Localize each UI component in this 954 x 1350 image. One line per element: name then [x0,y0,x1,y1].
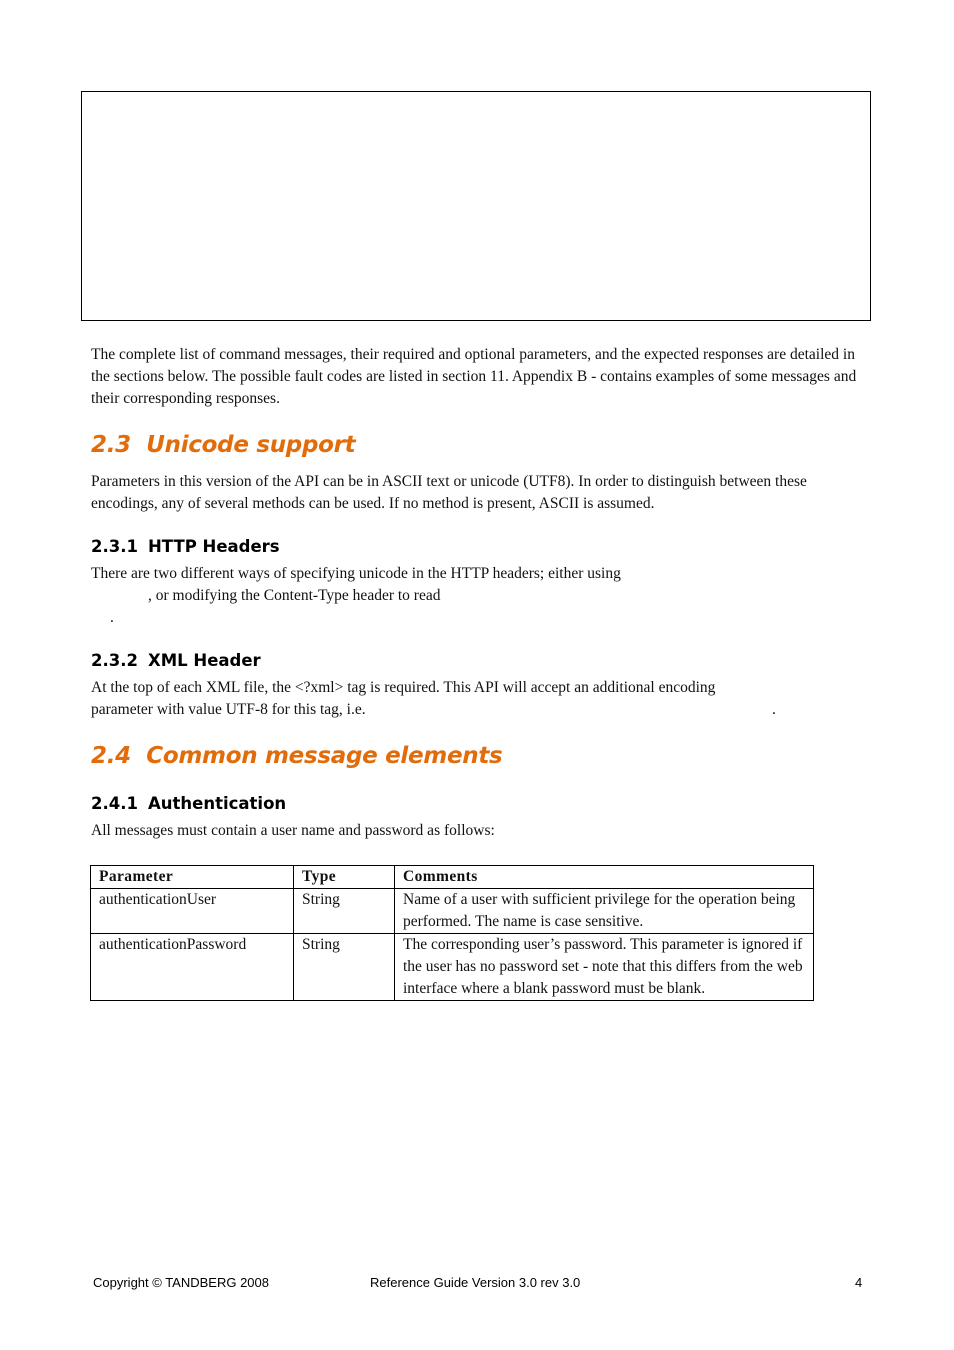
subsection-number: 2.3.2 [91,651,138,670]
header-parameter: Parameter [91,866,294,889]
xml-header-paragraph [91,677,861,721]
cell-comments: The corresponding user’s password. This parameter is ignored if the user has no password set - note that this differs from the web interface where a blank password must be blank. [395,934,814,1001]
footer-guide-version: Reference Guide Version 3.0 rev 3.0 [370,1275,581,1290]
subsection-number: 2.4.1 [91,794,138,813]
section-number: 2.3 [91,432,131,458]
cell-comments: Name of a user with sufficient privilege for the operation being performed. The name is case sensitive. [395,889,814,934]
cell-parameter: authenticationUser [91,889,294,934]
unicode-paragraph: Parameters in this version of the API can be in ASCII text or unicode (UTF8). In order to distinguish between these encodings, any of several methods can be used. If no method is present, ASCII is assumed. [91,473,807,512]
table-row [91,889,814,934]
footer-page-number: 4 [855,1275,863,1290]
http-headers-line-1: There are two different ways of specifying unicode in the HTTP headers; either using [91,565,621,582]
intro-paragraph: The complete list of command messages, their required and optional parameters, and the expected responses are detailed in the sections below. The possible fault codes are listed in section 11. Appendix B - contains examples of some messages and their corresponding responses. [91,346,857,407]
table-header-row [91,866,814,889]
subsection-heading-http-headers [91,537,280,556]
subsection-heading-xml-header [91,651,261,670]
section-title: Unicode support [146,432,356,458]
xml-header-line-2: parameter with value UTF-8 for this tag, i.e. [91,701,366,718]
section-number: 2.4 [91,743,131,769]
section-heading-common-message-elements [91,743,502,769]
subsection-title: HTTP Headers [148,537,280,556]
http-headers-line-2: , or modifying the Content-Type header to read [148,587,441,604]
section-heading-unicode-support [91,432,355,458]
header-type: Type [294,866,395,889]
cell-type: String [294,934,395,1001]
header-comments: Comments [395,866,814,889]
code-example-box [81,91,871,321]
section-title: Common message elements [146,743,503,769]
authentication-parameters-table [90,865,814,1001]
subsection-title: XML Header [148,651,261,670]
footer-copyright: Copyright © TANDBERG 2008 [93,1275,270,1290]
authentication-paragraph: All messages must contain a user name and password as follows: [91,822,495,839]
subsection-heading-authentication [91,794,286,813]
cell-type: String [294,889,395,934]
xml-header-line-1: At the top of each XML file, the <?xml> tag is required. This API will accept an additional encoding [91,679,716,696]
http-headers-line-3: . [110,609,114,626]
subsection-number: 2.3.1 [91,537,138,556]
xml-header-line-2-row [91,699,861,721]
subsection-title: Authentication [148,794,287,813]
cell-parameter: authenticationPassword [91,934,294,1001]
table-row [91,934,814,1001]
http-headers-paragraph [91,563,861,629]
xml-header-line-2-end: . [772,701,776,718]
